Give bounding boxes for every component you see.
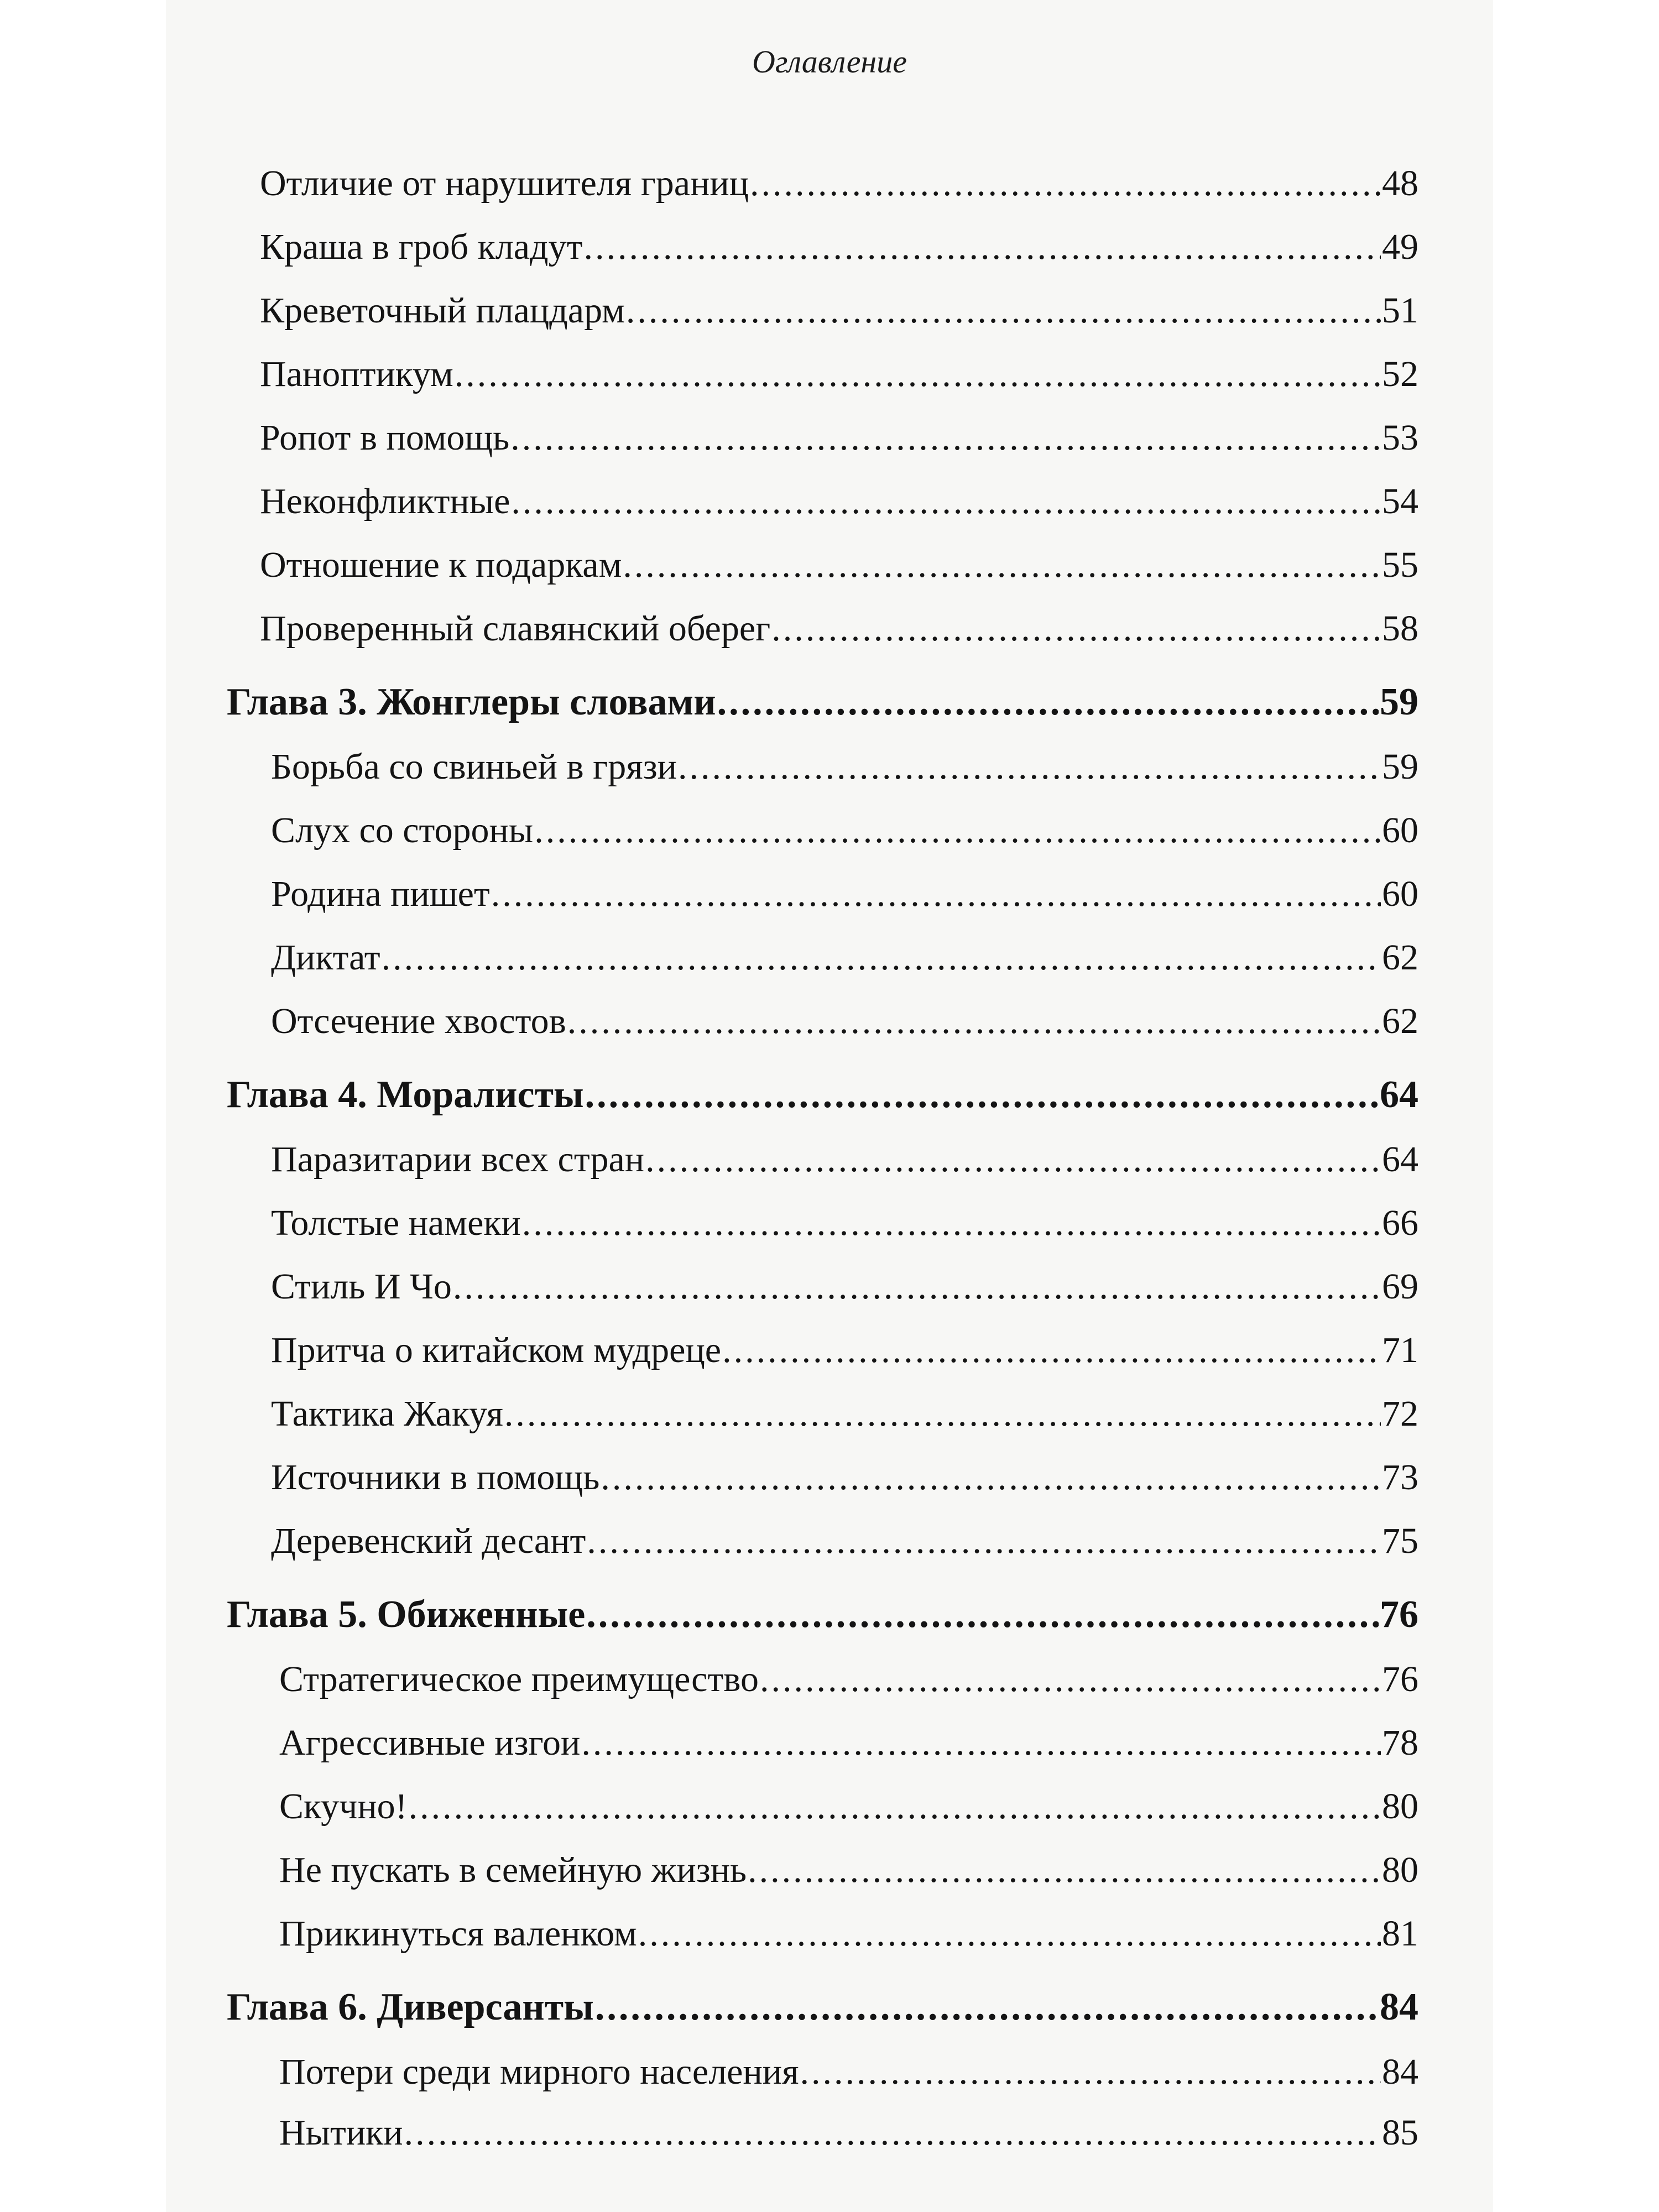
page-number: 62: [1382, 937, 1418, 978]
dot-leader: [504, 1393, 1381, 1435]
entry-title: Родина пишет: [271, 874, 490, 914]
page-number: 60: [1382, 874, 1418, 914]
entry-title: Отличие от нарушителя границ: [260, 163, 749, 204]
entry-title: Проверенный славянский оберег: [260, 608, 771, 649]
toc-entry: [279, 1900, 1418, 1955]
page-number: 58: [1382, 608, 1418, 649]
entry-title: Не пускать в семейную жизнь: [279, 1850, 747, 1890]
page-number: 53: [1382, 418, 1418, 458]
dot-leader: [623, 544, 1381, 586]
dot-leader: [587, 1520, 1381, 1562]
entry-title: Глава 5. Обиженные: [227, 1593, 586, 1636]
toc-entry: [260, 276, 1418, 332]
page-number: 85: [1382, 2112, 1418, 2153]
chapter-entry: [227, 1974, 1418, 2030]
page-number: 76: [1382, 1659, 1418, 1699]
chapter-entry: [227, 1062, 1418, 1117]
page-number: 62: [1382, 1001, 1418, 1041]
page-number: 84: [1380, 1986, 1418, 2028]
toc-entry: [279, 2099, 1418, 2154]
page-number: 80: [1382, 1850, 1418, 1890]
toc-entry: [271, 1316, 1418, 1371]
chapter-entry: [227, 669, 1418, 724]
toc-entry: [271, 1380, 1418, 1435]
dot-leader: [678, 746, 1381, 788]
entry-title: Прикинуться валенком: [279, 1913, 637, 1954]
toc-entry: [260, 149, 1418, 205]
page-number: 73: [1382, 1457, 1418, 1498]
entry-title: Источники в помощь: [271, 1457, 600, 1498]
entry-title: Краша в гроб кладут: [260, 227, 583, 267]
dot-leader: [722, 1329, 1381, 1371]
entry-title: Отсечение хвостов: [271, 1001, 566, 1041]
dot-leader: [586, 1593, 1379, 1637]
entry-title: Паноптикум: [260, 354, 453, 394]
toc-entry: [271, 733, 1418, 788]
dot-leader: [491, 873, 1381, 915]
entry-title: Отношение к подаркам: [260, 545, 622, 585]
page-number: 81: [1382, 1913, 1418, 1954]
toc-entry: [271, 1125, 1418, 1181]
toc-entry: [260, 340, 1418, 395]
page-number: 84: [1382, 2052, 1418, 2092]
entry-title: Нытики: [279, 2112, 403, 2153]
dot-leader: [511, 481, 1381, 523]
dot-leader: [771, 608, 1381, 650]
dot-leader: [760, 1658, 1381, 1700]
toc-entry: [271, 924, 1418, 979]
page-number: 55: [1382, 545, 1418, 585]
dot-leader: [750, 163, 1381, 205]
toc-entry: [260, 404, 1418, 459]
page-number: 69: [1382, 1266, 1418, 1307]
toc-entry: [260, 531, 1418, 586]
toc-entry: [279, 1772, 1418, 1828]
dot-leader: [626, 290, 1381, 332]
entry-title: Глава 4. Моралисты: [227, 1073, 584, 1116]
toc-entry: [271, 1507, 1418, 1562]
entry-title: Ропот в помощь: [260, 418, 510, 458]
toc-entry: [271, 1189, 1418, 1244]
page-number: 66: [1382, 1203, 1418, 1243]
toc-entry: [279, 2038, 1418, 2093]
page-number: 78: [1382, 1723, 1418, 1763]
entry-title: Тактика Жакуя: [271, 1394, 503, 1434]
page-number: 48: [1382, 163, 1418, 204]
toc-entry: [260, 467, 1418, 523]
book-page: [166, 0, 1493, 2212]
dot-leader: [567, 1000, 1381, 1042]
dot-leader: [638, 1913, 1381, 1955]
entry-title: Деревенский десант: [271, 1521, 586, 1561]
dot-leader: [583, 226, 1381, 268]
dot-leader: [717, 680, 1379, 724]
page-number: 51: [1382, 290, 1418, 331]
entry-title: Толстые намеки: [271, 1203, 521, 1243]
dot-leader: [645, 1139, 1381, 1181]
dot-leader: [585, 1073, 1379, 1117]
page-number: 59: [1380, 681, 1418, 723]
entry-title: Агрессивные изгои: [279, 1723, 581, 1763]
dot-leader: [595, 1985, 1379, 2030]
dot-leader: [800, 2051, 1381, 2093]
entry-title: Паразитарии всех стран: [271, 1139, 645, 1180]
dot-leader: [581, 1722, 1381, 1764]
entry-title: Борьба со свиньей в грязи: [271, 747, 677, 787]
toc-entry: [271, 860, 1418, 915]
entry-title: Потери среди мирного населения: [279, 2052, 799, 2092]
dot-leader: [534, 810, 1381, 852]
page-number: 54: [1382, 481, 1418, 521]
page-number: 59: [1382, 747, 1418, 787]
page-number: 60: [1382, 810, 1418, 851]
page-number: 64: [1380, 1073, 1418, 1116]
entry-title: Неконфликтные: [260, 481, 510, 521]
entry-title: Стратегическое преимущество: [279, 1659, 759, 1699]
chapter-entry: [227, 1582, 1418, 1637]
page-number: 71: [1382, 1330, 1418, 1370]
toc-entry: [271, 1253, 1418, 1308]
entry-title: Глава 6. Диверсанты: [227, 1986, 594, 2028]
entry-title: Скучно!: [279, 1786, 408, 1827]
toc-entry: [260, 594, 1418, 650]
entry-title: Слух со стороны: [271, 810, 534, 851]
toc-entry: [279, 1645, 1418, 1700]
dot-leader: [601, 1457, 1381, 1499]
toc-entry: [260, 213, 1418, 268]
entry-title: Креветочный плацдарм: [260, 290, 625, 331]
page-number: 64: [1382, 1139, 1418, 1180]
running-head: Оглавление: [752, 44, 907, 80]
toc-entry: [279, 1709, 1418, 1764]
table-of-contents: [166, 0, 1493, 2212]
dot-leader: [404, 2112, 1381, 2154]
dot-leader: [453, 1266, 1381, 1308]
toc-entry: [271, 987, 1418, 1042]
entry-title: Стиль И Чо: [271, 1266, 452, 1307]
entry-title: Притча о китайском мудреце: [271, 1330, 722, 1370]
page-number: 52: [1382, 354, 1418, 394]
dot-leader: [510, 417, 1381, 459]
toc-entry: [271, 1443, 1418, 1499]
dot-leader: [522, 1202, 1381, 1244]
page-number: 80: [1382, 1786, 1418, 1827]
toc-entry: [271, 796, 1418, 852]
dot-leader: [382, 937, 1381, 979]
page-number: 72: [1382, 1394, 1418, 1434]
page-number: 75: [1382, 1521, 1418, 1561]
dot-leader: [409, 1786, 1381, 1828]
dot-leader: [748, 1849, 1381, 1891]
entry-title: Диктат: [271, 937, 380, 978]
toc-entry: [279, 1836, 1418, 1891]
page-number: 49: [1382, 227, 1418, 267]
page-number: 76: [1380, 1593, 1418, 1636]
dot-leader: [455, 353, 1381, 395]
entry-title: Глава 3. Жонглеры словами: [227, 681, 716, 723]
